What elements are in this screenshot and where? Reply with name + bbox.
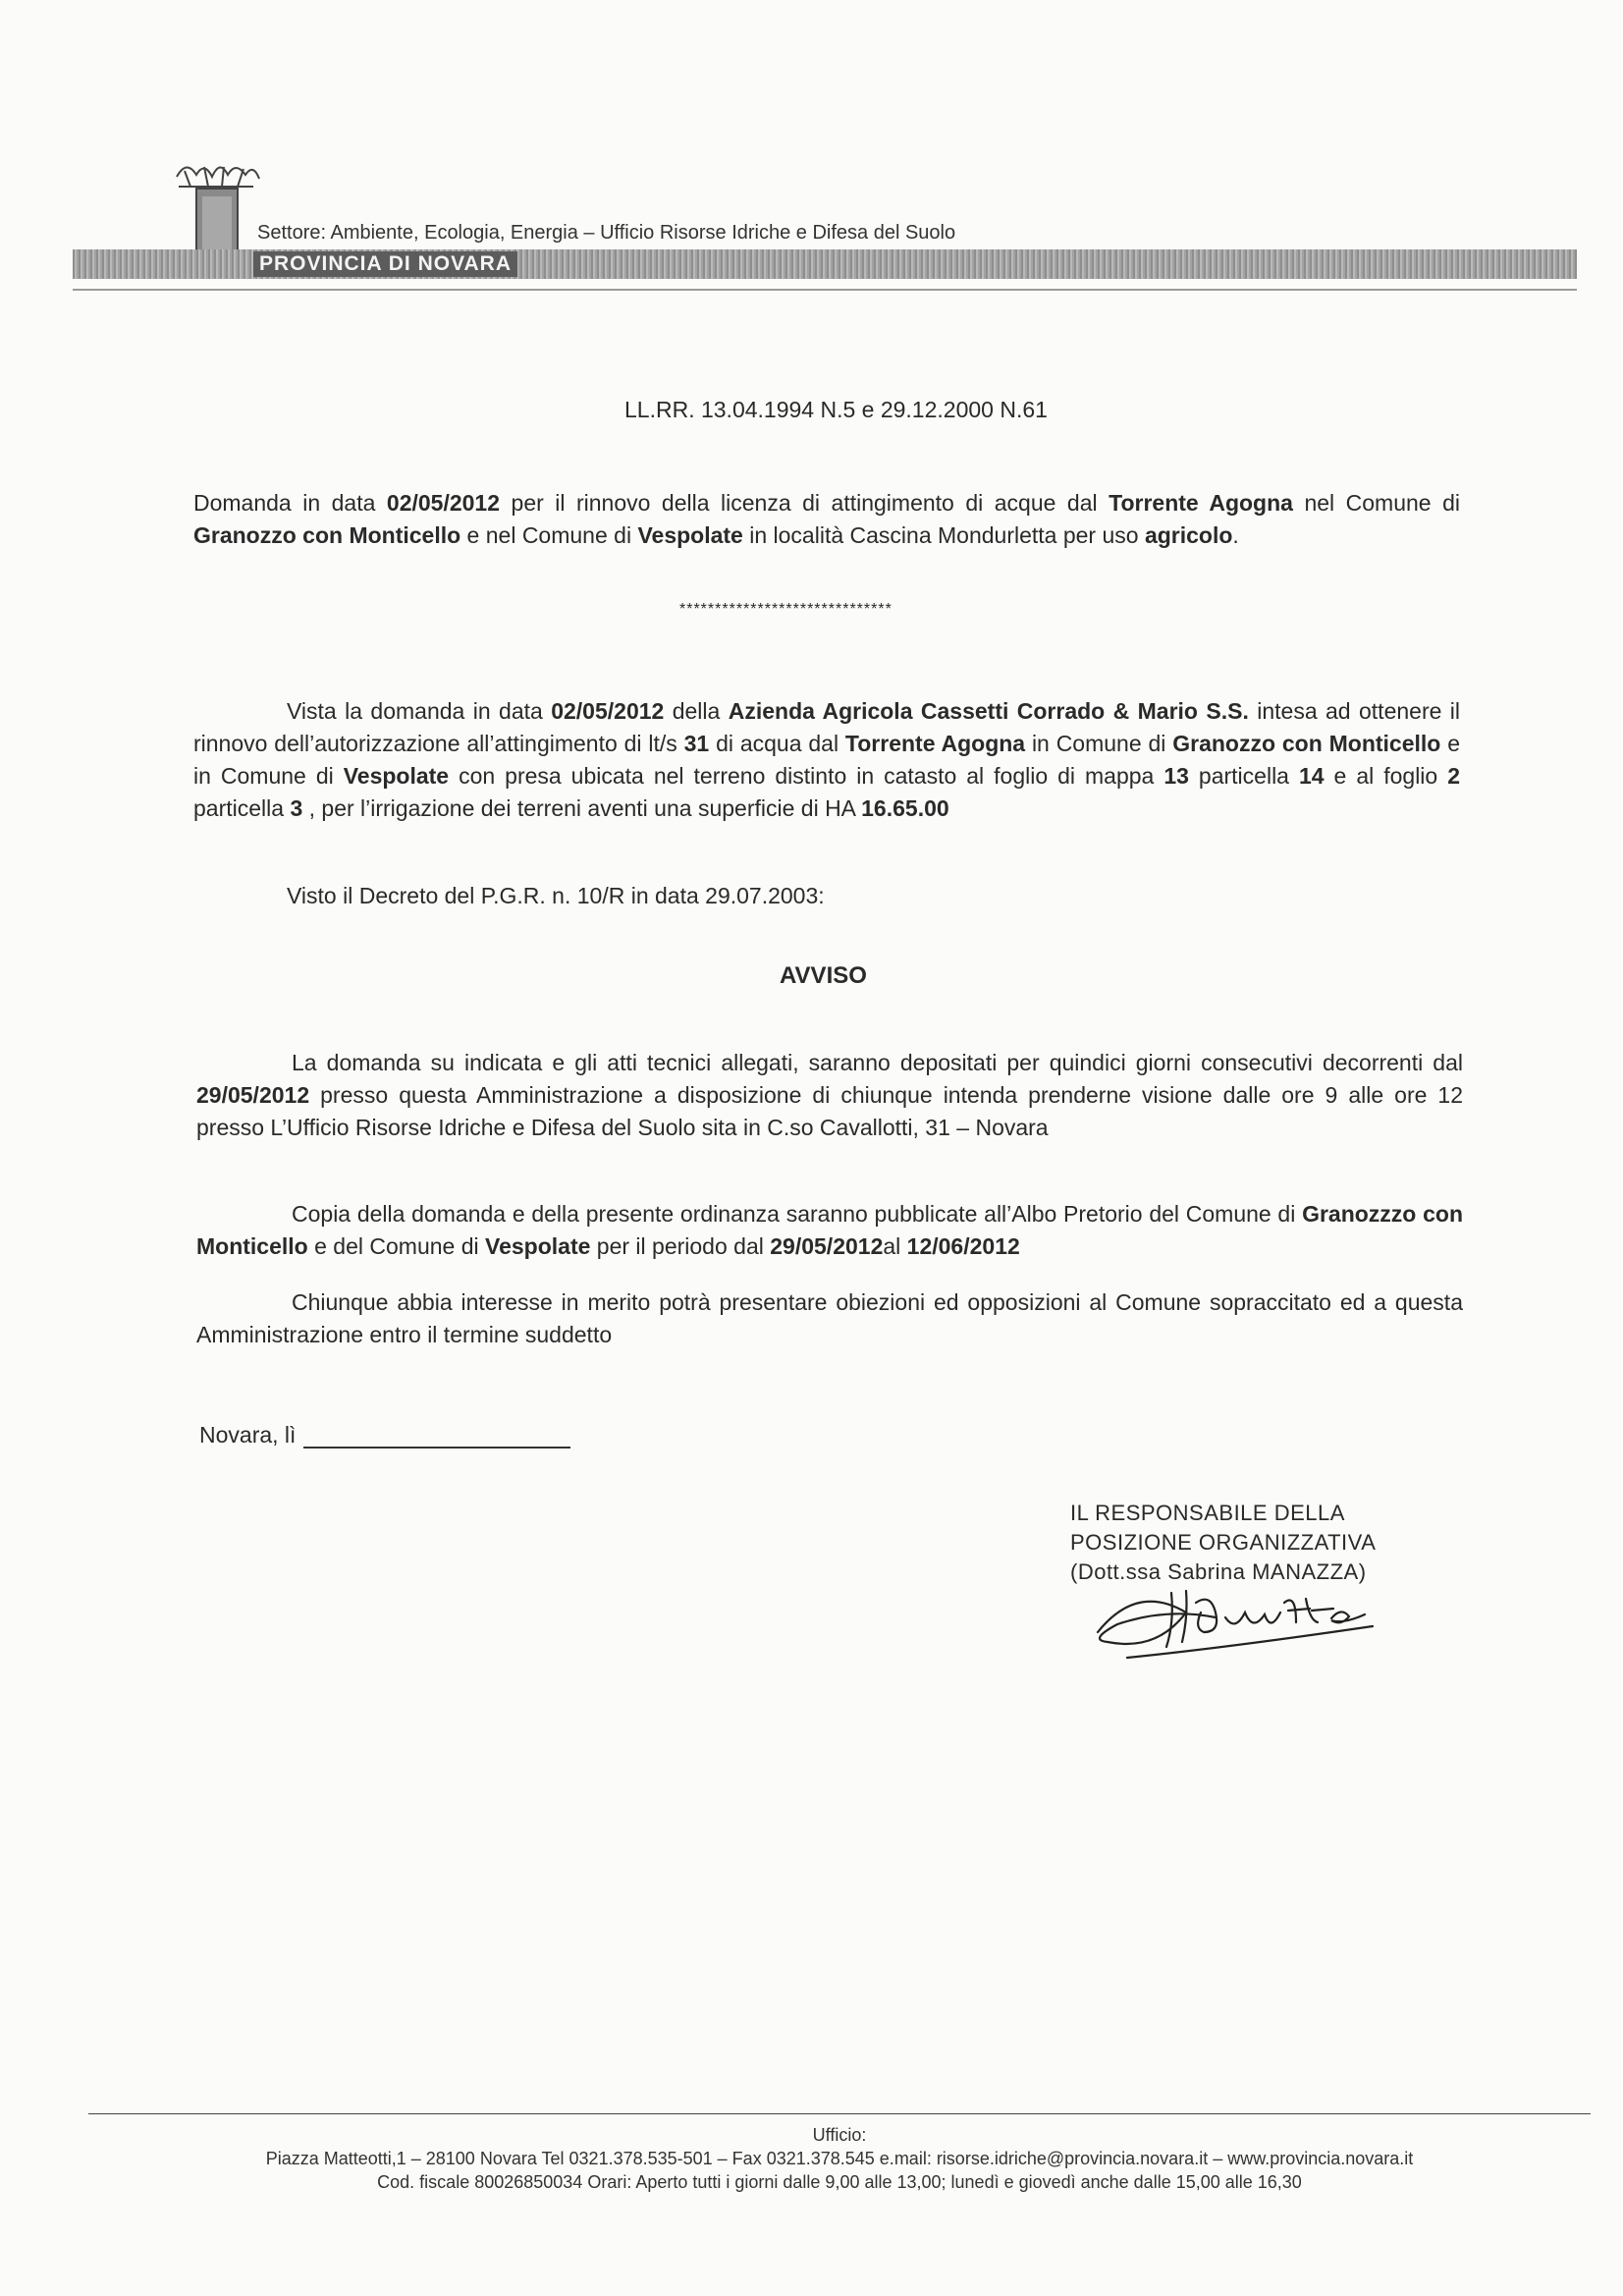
text-fragment: della (664, 698, 729, 724)
period-start-date: 29/05/2012 (770, 1233, 884, 1259)
river-name: Torrente Agogna (1109, 490, 1293, 516)
period-end-date: 12/06/2012 (906, 1233, 1020, 1259)
deposit-paragraph (196, 1047, 1463, 1144)
decreto-paragraph: Visto il Decreto del P.G.R. n. 10/R in data 29.07.2003: (287, 883, 825, 908)
sector-subtitle: Settore: Ambiente, Ecologia, Energia – Ufficio Risorse Idriche e Difesa del Suolo (257, 222, 956, 244)
place-label: Novara, lì (199, 1422, 297, 1448)
signature-position: POSIZIONE ORGANIZZATIVA (1070, 1530, 1377, 1555)
text-fragment: particella (1188, 763, 1299, 789)
signature-title: IL RESPONSABILE DELLA (1070, 1501, 1345, 1525)
text-fragment: Domanda in data (193, 490, 387, 516)
text-fragment: con presa ubicata nel terreno distinto in catasto al foglio di mappa (449, 763, 1164, 789)
flow-rate: 31 (683, 731, 710, 756)
request-date: 02/05/2012 (386, 490, 501, 516)
foglio-number: 2 (1447, 763, 1460, 789)
text-fragment: e al foglio (1324, 763, 1448, 789)
handwritten-signature (1078, 1563, 1402, 1671)
place-date-line (199, 1422, 570, 1449)
company-name: Azienda Agricola Cassetti Corrado & Mario S.S. (728, 698, 1249, 724)
comune-name: Vespolate (485, 1233, 591, 1259)
deposit-date: 29/05/2012 (196, 1082, 310, 1108)
text-fragment: in Comune di (1025, 731, 1173, 756)
request-paragraph (193, 487, 1460, 552)
comune-name: Vespolate (637, 522, 743, 548)
text-fragment: , per l’irrigazione dei terreni aventi una superficie di HA (302, 795, 862, 821)
comune-name: Vespolate (343, 763, 450, 789)
text-fragment: intesa ad ottenere il rinnovo dell’autorizzazione all’attingimento di lt/s (193, 698, 1461, 756)
text-fragment: . (1232, 522, 1239, 548)
separator-stars: ****************************** (679, 601, 893, 618)
vista-paragraph (193, 695, 1460, 825)
signature-name: (Dott.ssa Sabrina MANAZZA) (1070, 1559, 1367, 1584)
text-fragment: e in Comune di (193, 731, 1460, 789)
avviso-heading: AVVISO (780, 962, 867, 989)
foglio-number: 13 (1163, 763, 1189, 789)
text-fragment: e nel Comune di (460, 522, 638, 548)
text-fragment: particella (193, 795, 291, 821)
law-reference: LL.RR. 13.04.1994 N.5 e 29.12.2000 N.61 (624, 397, 1048, 422)
footer-rule (88, 2113, 1591, 2114)
text-fragment: per il rinnovo della licenza di attingimento di acque dal (500, 490, 1109, 516)
text-fragment: nel Comune di (1292, 490, 1460, 516)
copia-paragraph (196, 1198, 1463, 1263)
use-type: agricolo (1144, 522, 1233, 548)
particella-number: 3 (290, 795, 303, 821)
text-fragment: La domanda su indicata e gli atti tecnici allegati, saranno depositati per quindici giorni consecutivi decorrenti dal (292, 1050, 1463, 1075)
date-blank-line (303, 1425, 570, 1449)
footer-address: Piazza Matteotti,1 – 28100 Novara Tel 0321.378.535-501 – Fax 0321.378.545 e.mail: risorse.idriche@provincia.novara.it – www.provincia.novara.it (265, 2149, 1414, 2168)
comune-name: Granozzo con Monticello (193, 522, 461, 548)
text-fragment: presso questa Amministrazione a disposizione di chiunque intenda prenderne visione dalle ore 9 alle ore 12 presso L’Ufficio Risorse Idriche e Difesa del Suolo sita in C.so Cavallotti, 31 – Novara (196, 1082, 1463, 1140)
text-fragment: al (883, 1233, 907, 1259)
comune-name: Granozzo con Monticello (1172, 731, 1441, 756)
river-name: Torrente Agogna (844, 731, 1026, 756)
text-fragment: di acqua dal (709, 731, 845, 756)
text-fragment: Copia della domanda e della presente ordinanza saranno pubblicate all’Albo Pretorio del Comune di (292, 1201, 1303, 1227)
chiunque-paragraph: Chiunque abbia interesse in merito potrà presentare obiezioni ed opposizioni al Comune sopraccitato ed a questa Amministrazione entro il termine suddetto (196, 1289, 1463, 1347)
surface-area: 16.65.00 (861, 795, 949, 821)
particella-number: 14 (1298, 763, 1325, 789)
letterhead-rule (73, 289, 1577, 291)
footer-label: Ufficio: (812, 2125, 867, 2145)
text-fragment: in località Cascina Mondurletta per uso (742, 522, 1145, 548)
footer-hours: Cod. fiscale 80026850034 Orari: Aperto tutti i giorni dalle 9,00 alle 13,00; lunedì e giovedì anche dalle 15,00 alle 16,30 (377, 2172, 1302, 2192)
text-fragment: e del Comune di (307, 1233, 486, 1259)
text-fragment: Vista la domanda in data (287, 698, 552, 724)
provincia-title: PROVINCIA DI NOVARA (253, 251, 517, 277)
application-date: 02/05/2012 (551, 698, 665, 724)
comune-name: Granozzzo con Monticello (196, 1201, 1463, 1259)
text-fragment: per il periodo dal (590, 1233, 771, 1259)
